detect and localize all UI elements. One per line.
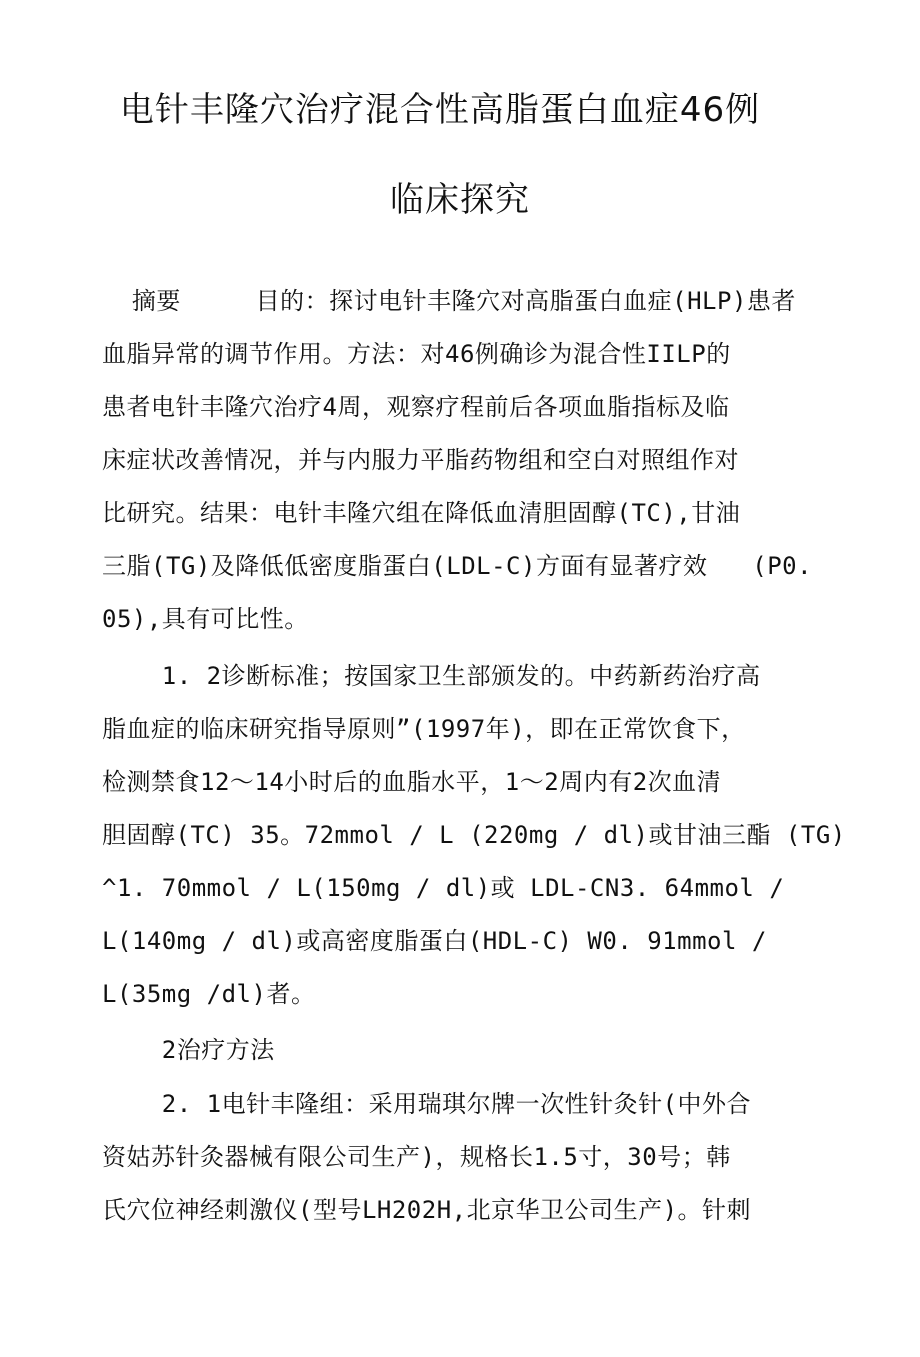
- abstract-line-4: 床症状改善情况，并与内服力平脂药物组和空白对照组作对: [102, 446, 739, 474]
- criteria-line-3: 检测禁食12～14小时后的血脂水平，1～2周内有2次血清: [102, 768, 722, 796]
- document-title-line-1: 电针丰隆穴治疗混合性高脂蛋白血症46例: [119, 90, 761, 130]
- criteria-line-1: 1. 2诊断标准；按国家卫生部颁发的。中药新药治疗高: [102, 662, 761, 690]
- treatment-line-1: 2. 1电针丰隆组：采用瑞琪尔牌一次性针灸针(中外合: [102, 1090, 752, 1118]
- criteria-line-2: 脂血症的临床研究指导原则”(1997年)，即在正常饮食下，: [102, 715, 746, 743]
- treatment-line-2: 资姑苏针灸器械有限公司生产)，规格长1.5寸，30号；韩: [102, 1143, 731, 1171]
- document-title-line-2: 临床探究: [390, 180, 530, 220]
- criteria-line-5: ^1. 70mmol / L(150mg / dl)或 LDL-CN3. 64mmol /: [102, 874, 785, 902]
- abstract-line-3: 患者电针丰隆穴治疗4周，观察疗程前后各项血脂指标及临: [102, 393, 730, 421]
- criteria-line-6: L(140mg / dl)或高密度脂蛋白(HDL-C) W0. 91mmol /: [102, 927, 767, 955]
- treatment-line-3: 氏穴位神经刺激仪(型号LH202H,北京华卫公司生产)。针刺: [102, 1196, 752, 1224]
- section-heading-treatment: 2治疗方法: [102, 1036, 275, 1064]
- abstract-line-7: 05),具有可比性。: [102, 605, 309, 633]
- criteria-line-4: 胆固醇(TC) 35。72mmol / L (220mg / dl)或甘油三酯 (TG): [102, 821, 846, 849]
- abstract-line-2: 血脂异常的调节作用。方法：对46例确诊为混合性IILP的: [102, 340, 731, 368]
- criteria-line-7: L(35mg /dl)者。: [102, 980, 316, 1008]
- abstract-line-5: 比研究。结果：电针丰隆穴组在降低血清胆固醇(TC),甘油: [102, 499, 741, 527]
- abstract-line-6: 三脂(TG)及降低低密度脂蛋白(LDL-C)方面有显著疗效 (P0.: [102, 552, 813, 580]
- abstract-line-1: 摘要 目的：探讨电针丰隆穴对高脂蛋白血症(HLP)患者: [102, 287, 796, 315]
